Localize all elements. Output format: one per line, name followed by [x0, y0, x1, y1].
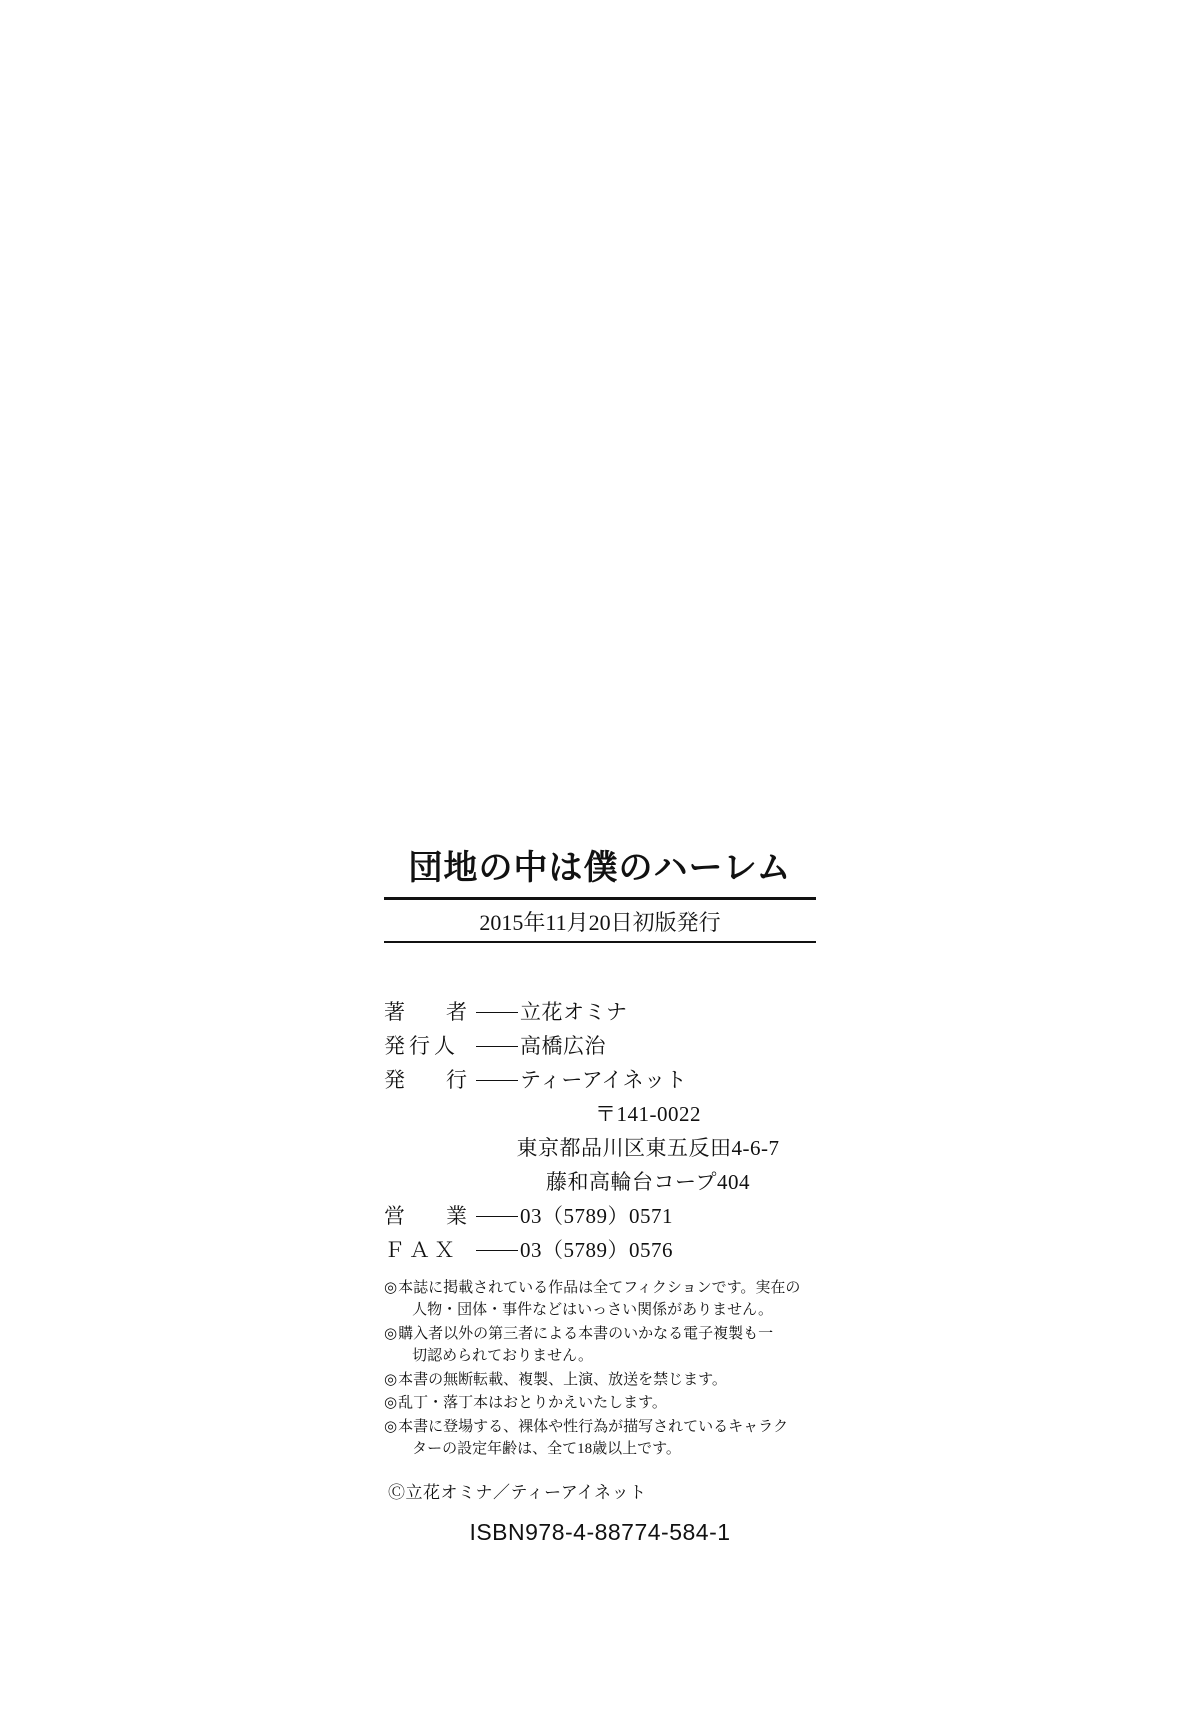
- contact-value-sales: 03（5789）0571: [520, 1203, 673, 1228]
- contact-row-sales: [384, 1199, 816, 1233]
- note-line-2: 人物・団体・事件などはいっさい関係がありません。: [412, 1302, 773, 1319]
- note-item: [384, 1392, 816, 1415]
- credit-dash: [476, 1080, 518, 1081]
- note-text: [398, 1369, 816, 1392]
- credit-value-author: 立花オミナ: [520, 999, 628, 1024]
- book-title: 団地の中は僕のハーレム: [384, 848, 816, 900]
- copyright-line: Ⓒ立花オミナ／ティーアイネット: [388, 1482, 647, 1502]
- note-bullet-icon: ◎: [384, 1325, 398, 1342]
- credit-row-publisher-person: [384, 1029, 816, 1063]
- note-line-1: 本誌に掲載されている作品は全てフィクションです。実在の: [398, 1279, 801, 1296]
- credit-label-author: 著 者: [384, 999, 477, 1024]
- contact-label-fax: ＦＡＸ: [384, 1237, 459, 1262]
- credit-label-publisher-person: 発行人: [384, 1033, 459, 1058]
- contact-value-fax: 03（5789）0576: [520, 1237, 673, 1262]
- note-line-1: 本書の無断転載、複製、上演、放送を禁じます。: [398, 1371, 727, 1388]
- address-line-1: 東京都品川区東五反田4-6-7: [516, 1135, 780, 1160]
- note-bullet-icon: ◎: [384, 1279, 398, 1296]
- publication-date: 2015年11月20日初版発行: [384, 900, 816, 943]
- credit-value-publisher-person: 高橋広治: [520, 1033, 606, 1058]
- note-line-1: 本書に登場する、裸体や性行為が描写されているキャラク: [398, 1418, 789, 1435]
- note-line-1: 購入者以外の第三者による本書のいかなる電子複製も一: [398, 1325, 774, 1342]
- legal-notes: [384, 1277, 816, 1462]
- note-text: [398, 1277, 816, 1322]
- credit-label-publisher: 発 行: [384, 1067, 477, 1092]
- note-text: [398, 1416, 816, 1461]
- credit-value-publisher: ティーアイネット: [520, 1067, 688, 1092]
- address-line-2: 藤和高輪台コープ404: [546, 1169, 750, 1194]
- note-text: [398, 1323, 816, 1368]
- credits-block: [384, 995, 816, 1267]
- note-line-1: 乱丁・落丁本はおとりかえいたします。: [398, 1395, 667, 1412]
- note-line-2: ターの設定年齢は、全て18歳以上です。: [412, 1441, 681, 1458]
- title-block: [384, 848, 816, 943]
- contact-label-sales: 営 業: [384, 1203, 477, 1228]
- note-bullet-icon: ◎: [384, 1418, 398, 1435]
- note-item: [384, 1323, 816, 1368]
- note-bullet-icon: ◎: [384, 1395, 398, 1412]
- credit-dash: [476, 1046, 518, 1047]
- note-item: [384, 1416, 816, 1461]
- colophon-block: [0, 848, 1200, 1546]
- contact-row-fax: [384, 1233, 816, 1267]
- address-postal-code: 〒141-0022: [595, 1101, 701, 1126]
- note-line-2: 切認められておりません。: [412, 1348, 593, 1365]
- credit-dash: [476, 1216, 518, 1217]
- credit-dash: [476, 1012, 518, 1013]
- note-bullet-icon: ◎: [384, 1371, 398, 1388]
- note-text: [398, 1392, 816, 1415]
- note-item: [384, 1277, 816, 1322]
- note-item: [384, 1369, 816, 1392]
- credit-row-publisher: [384, 1063, 816, 1097]
- isbn-number: ISBN978-4-88774-584-1: [469, 1518, 731, 1545]
- credit-row-author: [384, 995, 816, 1029]
- credit-dash: [476, 1250, 518, 1251]
